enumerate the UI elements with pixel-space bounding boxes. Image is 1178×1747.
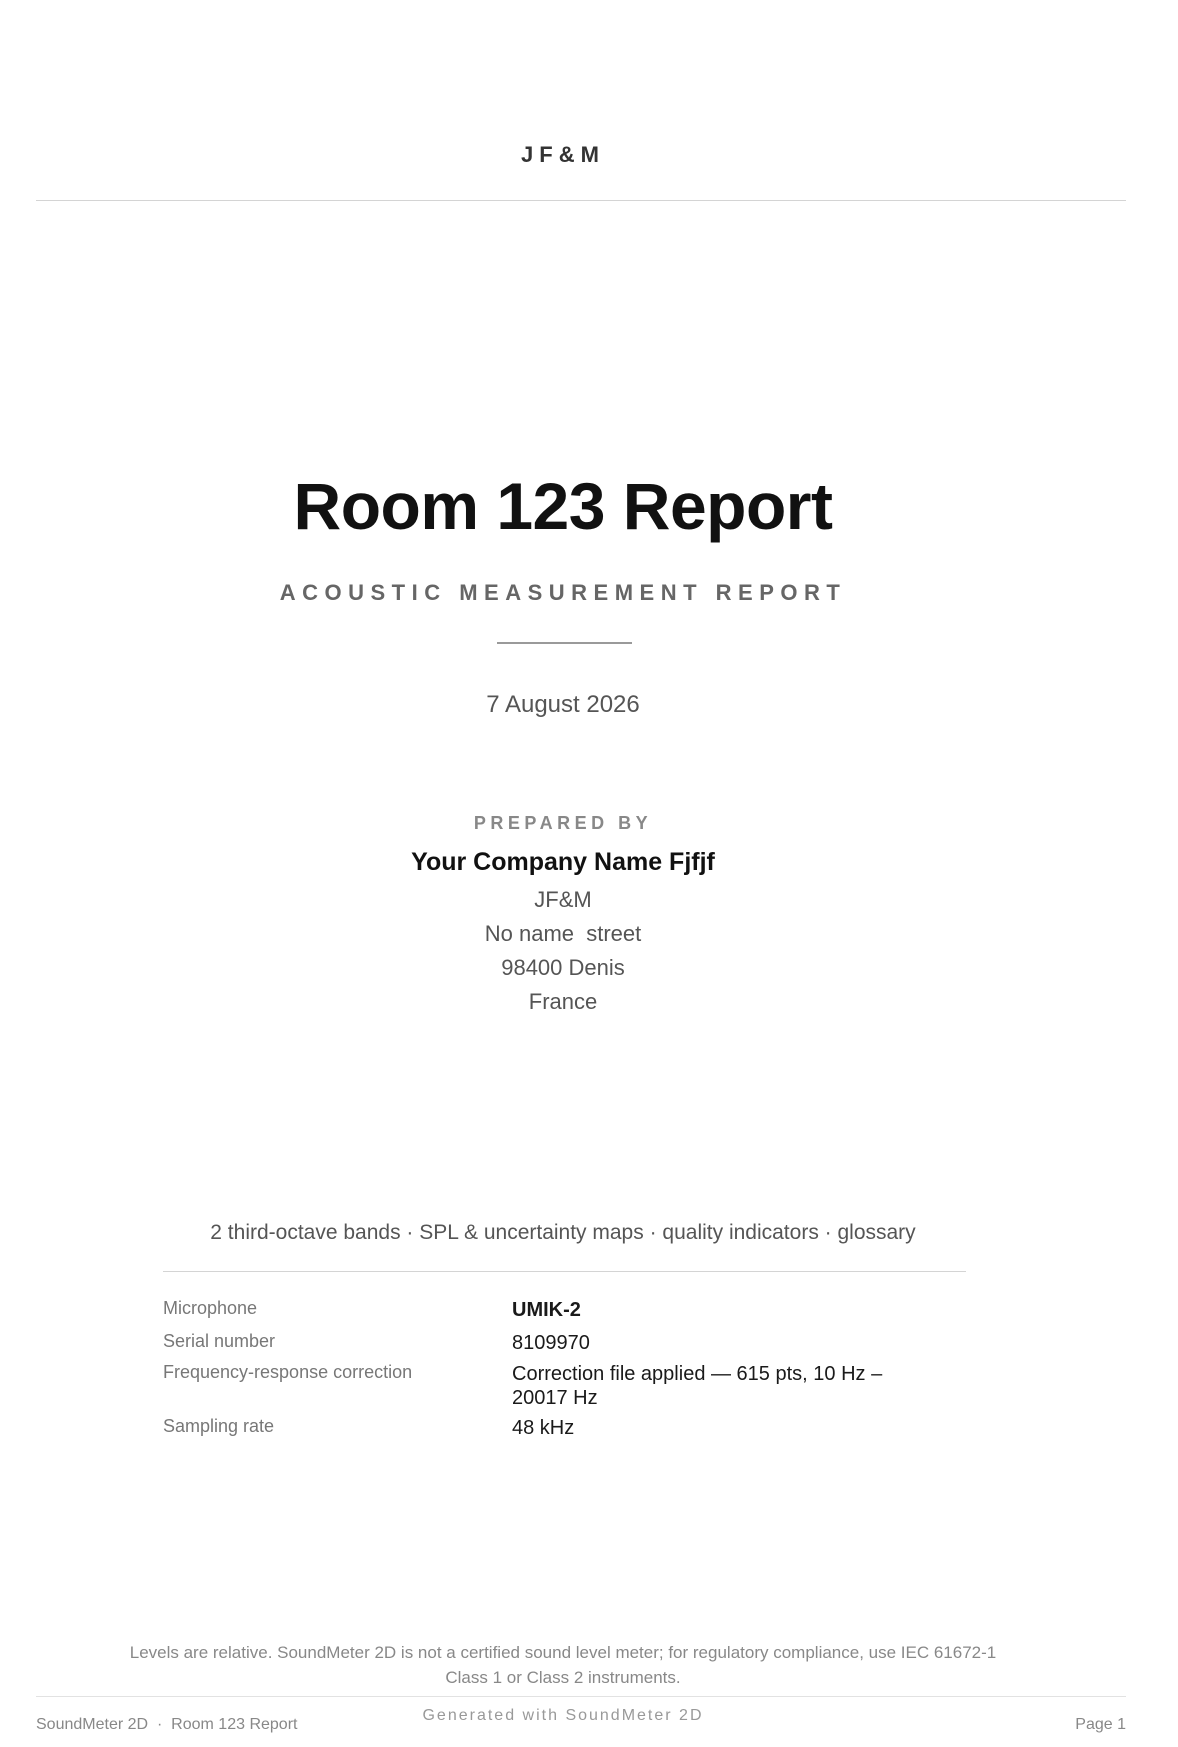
spec-value-sampling-rate: 48 kHz: [512, 1417, 575, 1439]
address-line: JF&M: [534, 887, 592, 912]
address-line: 98400 Denis: [501, 955, 625, 980]
footer-divider: [36, 1696, 1126, 1697]
spec-label-sampling-rate: Sampling rate: [163, 1416, 275, 1436]
address-line: No name street: [484, 921, 642, 946]
header-divider: [36, 200, 1126, 201]
spec-value-microphone: UMIK-2: [512, 1299, 581, 1321]
address-line: France: [528, 989, 598, 1014]
title-divider: [497, 642, 632, 644]
prepared-by-label: PREPARED BY: [473, 813, 653, 833]
specs-divider: [163, 1271, 966, 1272]
report-subtitle: ACOUSTIC MEASUREMENT REPORT: [279, 580, 847, 605]
report-title: Room 123 Report: [293, 469, 833, 543]
report-date: 7 August 2026: [486, 691, 640, 718]
footer-document-name: SoundMeter 2D · Room 123 Report: [36, 1716, 298, 1733]
spec-value-correction: Correction file applied — 615 pts, 10 Hz – 20017 Hz: [512, 1363, 883, 1409]
spec-label-serial: Serial number: [163, 1331, 276, 1351]
spec-label-correction: Frequency-response correction: [163, 1362, 413, 1382]
spec-label-microphone: Microphone: [163, 1298, 258, 1318]
generated-with: Generated with SoundMeter 2D: [422, 1707, 704, 1724]
disclaimer: Levels are relative. SoundMeter 2D is not a certified sound level meter; for regulatory compliance, use IEC 61672-1 Class 1 or Class 2 instruments.: [129, 1643, 997, 1687]
page-number: Page 1: [1075, 1716, 1126, 1733]
report-contents-summary: 2 third-octave bands · SPL & uncertainty maps · quality indicators · glossary: [210, 1221, 916, 1244]
spec-value-serial: 8109970: [512, 1332, 590, 1354]
header-brand: JF&M: [521, 142, 605, 167]
company-name: Your Company Name Fjfjf: [411, 848, 715, 876]
